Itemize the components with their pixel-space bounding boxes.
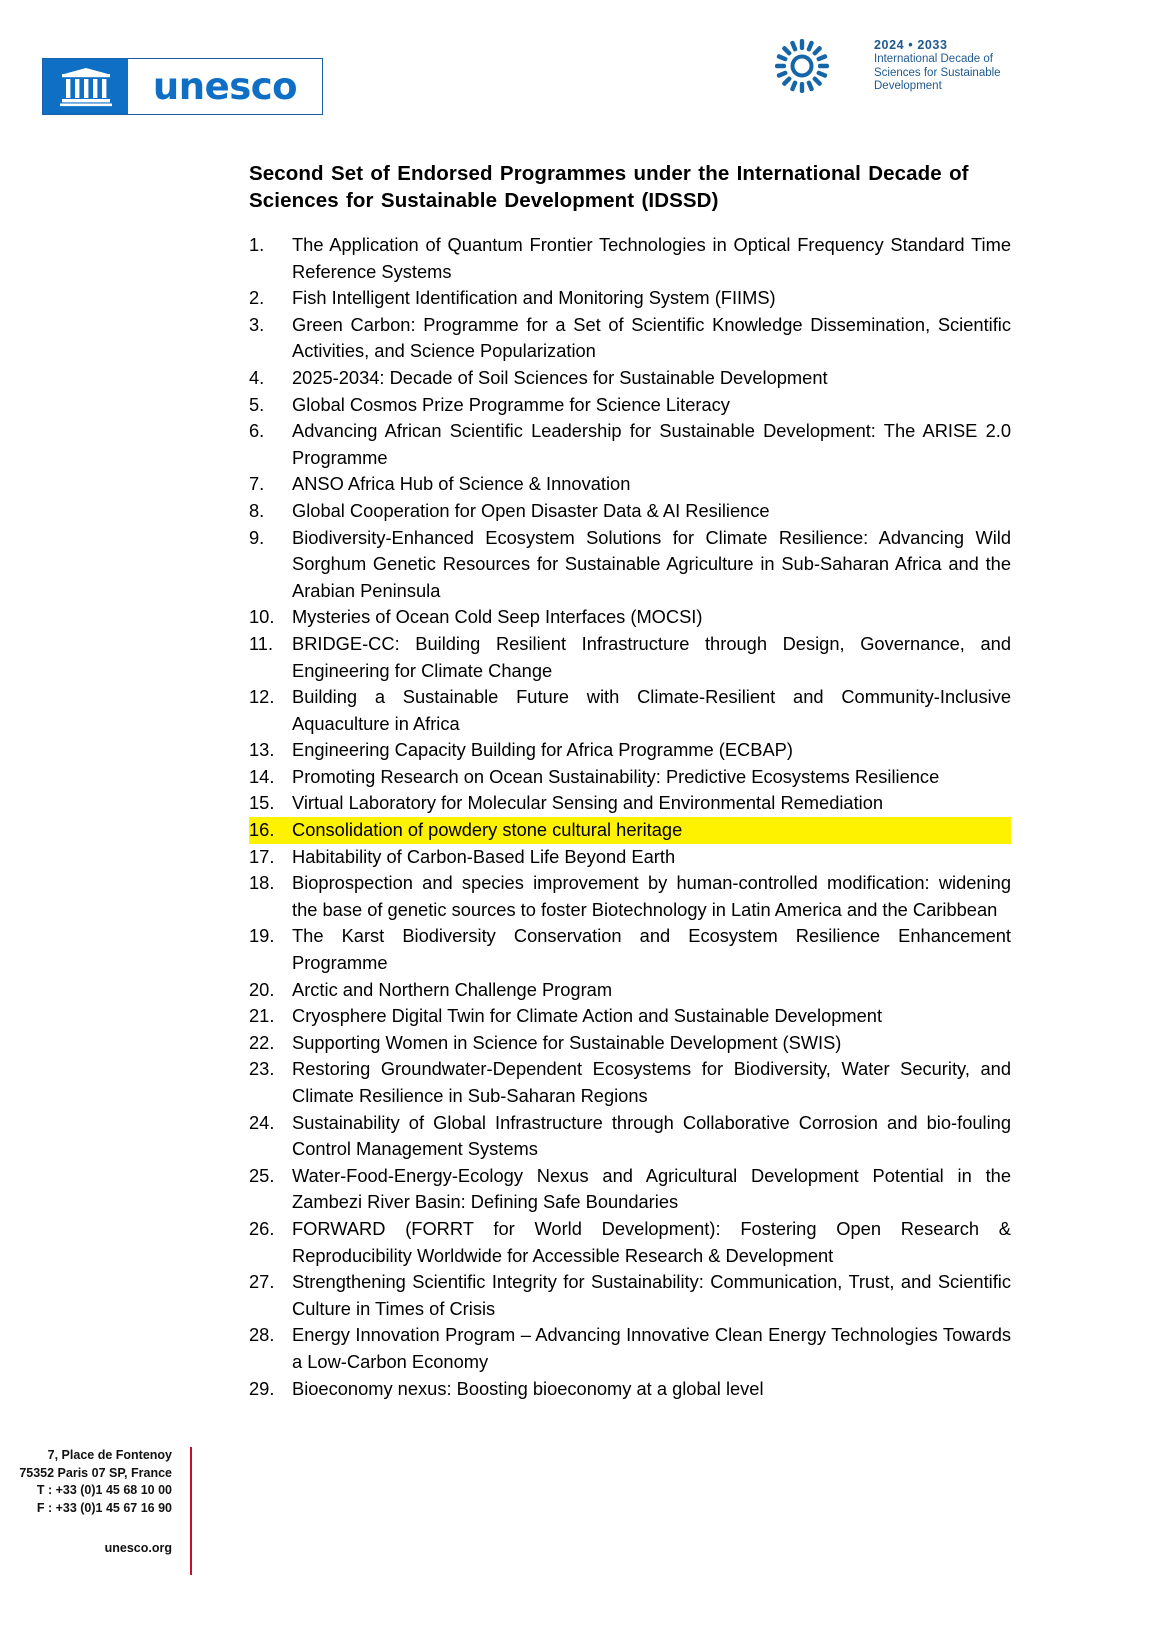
list-item (249, 923, 1011, 976)
list-item (249, 1110, 1011, 1163)
list-item-number: 5. (249, 393, 265, 415)
list-item-number: 21. (249, 1005, 275, 1027)
list-item-text: Energy Innovation Program – Advancing Innovative Clean Energy Technologies Towards a Low-Carbon Economy (292, 1324, 1011, 1372)
list-item-number: 9. (249, 526, 265, 548)
list-item-number: 7. (249, 473, 265, 495)
list-item-number: 17. (249, 845, 275, 867)
list-item-number: 4. (249, 366, 265, 388)
footer (0, 1447, 200, 1555)
list-item-text: Consolidation of powdery stone cultural heritage (292, 817, 1011, 844)
idssd-line3: Development (874, 80, 942, 92)
list-item-text: Virtual Laboratory for Molecular Sensing and Environmental Remediation (292, 792, 884, 814)
list-item-number: 14. (249, 765, 275, 787)
list-item-text: Bioeconomy nexus: Boosting bioeconomy at a global level (292, 1377, 764, 1399)
list-item-text: Engineering Capacity Building for Africa Programme (ECBAP) (292, 739, 793, 761)
list-item-number: 18. (249, 872, 275, 894)
list-item-text: Mysteries of Ocean Cold Seep Interfaces (MOCSI) (292, 606, 703, 628)
list-item-number: 6. (249, 420, 265, 442)
list-item-number: 27. (249, 1271, 275, 1293)
list-item (249, 1322, 1011, 1375)
list-item (249, 1056, 1011, 1109)
unesco-temple-icon (43, 59, 128, 114)
list-item (249, 312, 1011, 365)
list-item-text: Global Cooperation for Open Disaster Data & AI Resilience (292, 499, 770, 521)
footer-address (0, 1447, 200, 1517)
list-item (249, 498, 1011, 525)
list-item-text: Cryosphere Digital Twin for Climate Action and Sustainable Development (292, 1005, 883, 1027)
list-item-text: Sustainability of Global Infrastructure through Collaborative Corrosion and bio-fouling Control Management Systems (292, 1111, 1011, 1160)
footer-fax: F : +33 (0)1 45 67 16 90 (36, 1500, 172, 1515)
list-item-number: 23. (249, 1058, 275, 1080)
idssd-burst-icon (774, 35, 862, 97)
idssd-line1: International Decade of (874, 53, 993, 65)
list-item-number: 10. (249, 606, 275, 628)
list-item-number: 19. (249, 925, 275, 947)
list-item-text: Promoting Research on Ocean Sustainability: Predictive Ecosystems Resilience (292, 765, 940, 787)
list-item-number: 12. (249, 686, 275, 708)
list-item-text: Strengthening Scientific Integrity for Sustainability: Communication, Trust, and Scientific Culture in Times of Crisis (292, 1271, 1011, 1319)
list-item-number: 26. (249, 1217, 275, 1239)
list-item (249, 604, 1011, 631)
footer-website[interactable]: unesco.org (104, 1541, 172, 1555)
list-item-text: Building a Sustainable Future with Climate-Resilient and Community-Inclusive Aquaculture in Africa (292, 686, 1011, 734)
list-item (249, 1376, 1011, 1403)
list-item-text: FORWARD (FORRT for World Development): Fostering Open Research & Reproducibility Worldwide for Accessible Research & Development (292, 1217, 1011, 1266)
list-item-text: Green Carbon: Programme for a Set of Scientific Knowledge Dissemination, Scientific Activities, and Science Popularization (292, 313, 1011, 362)
list-item-text: Biodiversity-Enhanced Ecosystem Solutions for Climate Resilience: Advancing Wild Sorghum Genetic Resources for Sustainable Agriculture in Sub-Saharan Africa and the Arabian Peninsula (292, 526, 1011, 601)
list-item-number: 2. (249, 287, 265, 309)
list-item-number: 29. (249, 1377, 275, 1399)
list-item (249, 1216, 1011, 1269)
list-item (249, 631, 1011, 684)
list-item-number: 8. (249, 499, 265, 521)
list-item (249, 285, 1011, 312)
programme-list (249, 232, 1011, 1402)
list-item-text: ANSO Africa Hub of Science & Innovation (292, 473, 631, 495)
unesco-logo (42, 58, 323, 115)
list-item (249, 1163, 1011, 1216)
list-item-text: Habitability of Carbon-Based Life Beyond Earth (292, 845, 676, 867)
list-item-number: 28. (249, 1324, 275, 1346)
list-item (249, 790, 1011, 817)
list-item (249, 418, 1011, 471)
list-item (249, 232, 1011, 285)
list-item-number: 25. (249, 1164, 275, 1186)
idssd-logo-text (874, 39, 1001, 94)
list-item-text: Advancing African Scientific Leadership for Sustainable Development: The ARISE 2.0 Programme (292, 420, 1011, 468)
list-item-text: The Application of Quantum Frontier Technologies in Optical Frequency Standard Time Reference Systems (292, 234, 1011, 282)
list-item-text: The Karst Biodiversity Conservation and Ecosystem Resilience Enhancement Programme (292, 925, 1011, 974)
list-item-text: Restoring Groundwater-Dependent Ecosystems for Biodiversity, Water Security, and Climate Resilience in Sub-Saharan Regions (292, 1058, 1011, 1106)
list-item-text: Global Cosmos Prize Programme for Science Literacy (292, 393, 730, 415)
list-item-text: 2025-2034: Decade of Soil Sciences for Sustainable Development (292, 366, 828, 388)
list-item (249, 977, 1011, 1004)
idssd-logo (774, 32, 1052, 100)
list-item-text: Fish Intelligent Identification and Monitoring System (FIIMS) (292, 287, 776, 309)
list-item-number: 11. (249, 632, 274, 654)
list-item-number: 20. (249, 978, 275, 1000)
list-item-text: Arctic and Northern Challenge Program (292, 978, 613, 1000)
list-item (249, 1003, 1011, 1030)
list-item-text: Supporting Women in Science for Sustainable Development (SWIS) (292, 1031, 842, 1053)
idssd-line2: Sciences for Sustainable (874, 66, 1001, 79)
list-item (249, 870, 1011, 923)
footer-address-line1: 7, Place de Fontenoy (47, 1448, 172, 1462)
list-item (249, 737, 1011, 764)
list-item (249, 1030, 1011, 1057)
list-item-number: 3. (249, 313, 265, 335)
list-item-number: 15. (249, 792, 275, 814)
footer-phone: T : +33 (0)1 45 68 10 00 (36, 1483, 172, 1497)
list-item-number: 22. (249, 1031, 275, 1053)
list-item (249, 392, 1011, 419)
list-item-number: 24. (249, 1111, 275, 1133)
list-item (249, 1269, 1011, 1322)
list-item (249, 684, 1011, 737)
list-item (249, 365, 1011, 392)
list-item-number: 16. (249, 817, 292, 844)
page-title: Second Set of Endorsed Programmes under the International Decade of Sciences for Sustainable Development (IDSSD) (249, 162, 969, 212)
list-item-text: Water-Food-Energy-Ecology Nexus and Agricultural Development Potential in the Zambezi River Basin: Defining Safe Boundaries (292, 1164, 1011, 1213)
list-item (249, 764, 1011, 791)
footer-address-line2: 75352 Paris 07 SP, France (19, 1465, 172, 1480)
list-item (249, 844, 1011, 871)
list-item (249, 817, 1011, 844)
list-item (249, 525, 1011, 605)
list-item (249, 471, 1011, 498)
idssd-years: 2024 • 2033 (874, 37, 948, 52)
unesco-wordmark: unesco (152, 65, 298, 108)
list-item-number: 1. (249, 234, 265, 255)
list-item-number: 13. (249, 739, 275, 761)
list-item-text: Bioprospection and species improvement by human-controlled modification: widening the base of genetic sources to foster Biotechnology in Latin America and the Caribbean (292, 872, 1011, 920)
list-item-text: BRIDGE-CC: Building Resilient Infrastructure through Design, Governance, and Engineering for Climate Change (292, 632, 1011, 681)
